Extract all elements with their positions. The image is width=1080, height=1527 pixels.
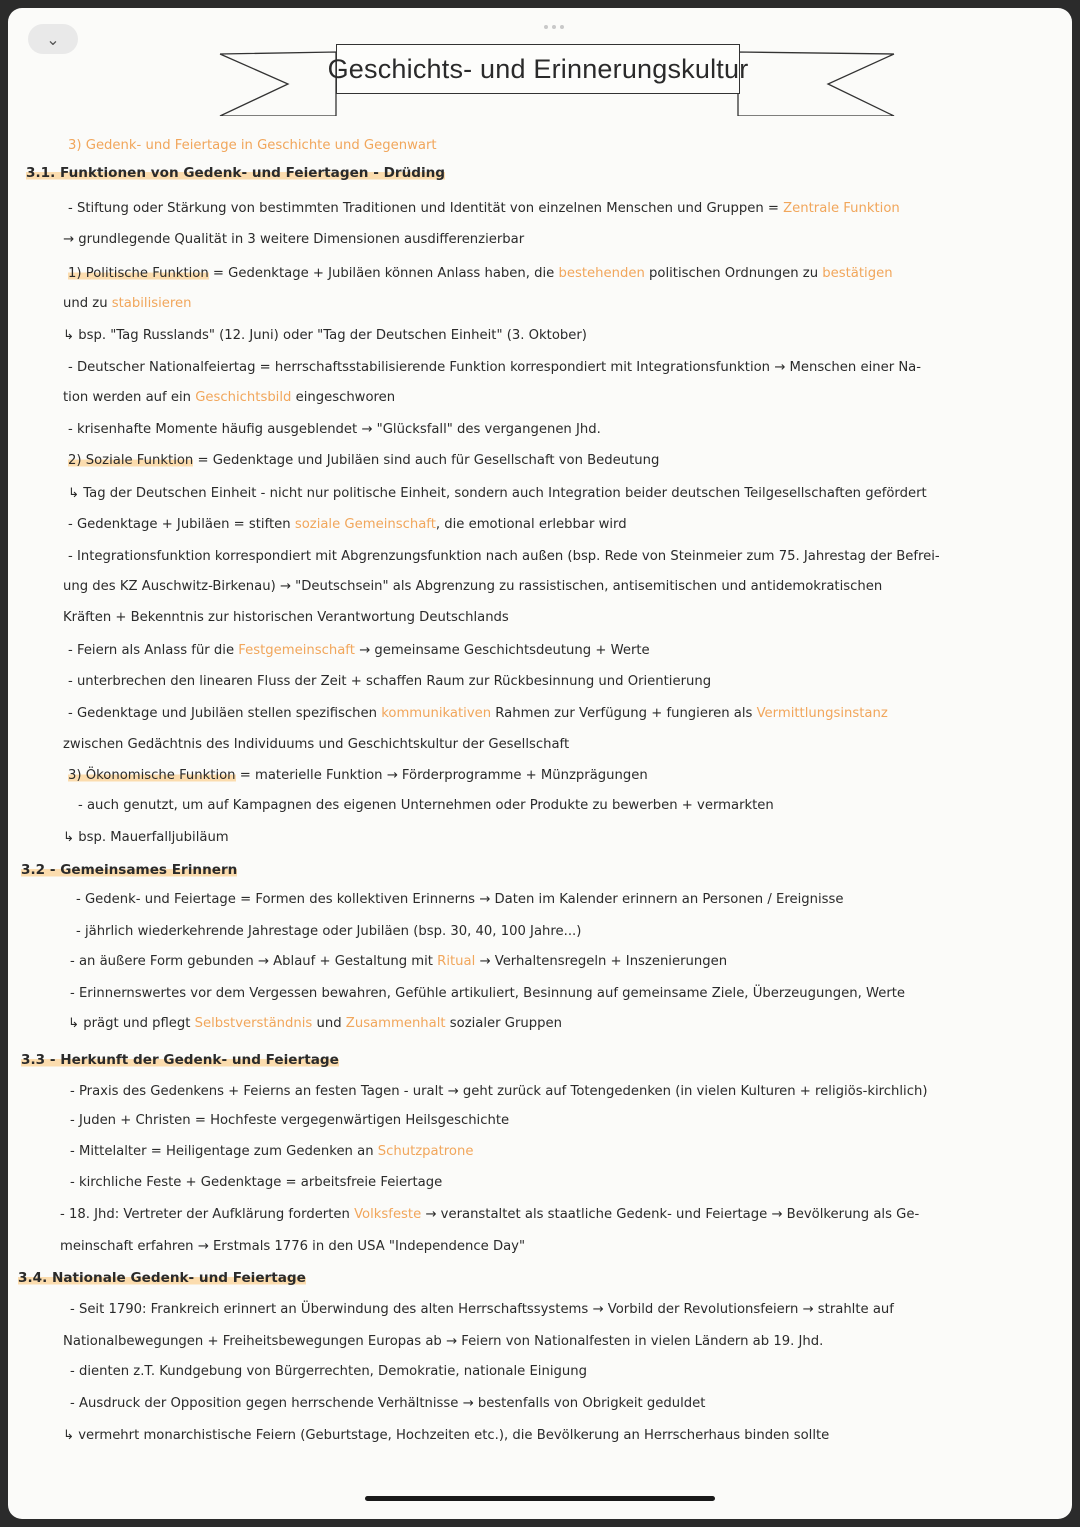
- text-span: - Juden + Christen = Hochfeste vergegenwärtigen Heilsgeschichte: [70, 1113, 510, 1128]
- text-span: - Praxis des Gedenkens + Feierns an festen Tagen - uralt → geht zurück auf Totengedenken (in vielen Kulturen + religiös-kirchlich): [70, 1084, 928, 1099]
- text-line: [63, 1426, 829, 1446]
- marker-highlight: 2) Soziale Funktion: [68, 453, 194, 468]
- text-span: , die emotional erlebbar wird: [435, 517, 627, 532]
- text-line: [63, 388, 395, 408]
- text-span: → Verhaltensregeln + Inszenierungen: [475, 954, 728, 969]
- text-span: und: [312, 1016, 346, 1031]
- text-line: [70, 1142, 473, 1162]
- text-line: [68, 264, 893, 284]
- keyword-highlight: Ritual: [437, 954, 476, 969]
- text-span: - Gedenktage + Jubiläen = stiften: [68, 517, 295, 532]
- text-span: - jährlich wiederkehrende Jahrestage oder Jubiläen (bsp. 30, 40, 100 Jahre...): [76, 924, 582, 939]
- text-line: [68, 547, 940, 567]
- text-span: - Erinnernswertes vor dem Vergessen bewahren, Gefühle artikuliert, Besinnung auf gemeinsame Ziele, Überzeugungen, Werte: [70, 986, 906, 1001]
- text-span: - Gedenktage und Jubiläen stellen spezifischen: [68, 706, 382, 721]
- text-line: [68, 1014, 562, 1034]
- keyword-highlight: soziale Gemeinschaft: [294, 517, 436, 532]
- text-span: und zu: [63, 296, 112, 311]
- keyword-highlight: Vermittlungsinstanz: [756, 706, 888, 721]
- text-span: - Seit 1790: Frankreich erinnert an Überwindung des alten Herrschaftssystems → Vorbild der Revolutionsfeiern → strahlte auf: [70, 1302, 894, 1317]
- text-line: [63, 735, 569, 755]
- text-line: [63, 326, 587, 346]
- text-span: - Mittelalter = Heiligentage zum Gedenken an: [70, 1144, 378, 1159]
- text-line: [78, 796, 774, 816]
- text-line: [63, 828, 229, 848]
- text-line: [68, 704, 888, 724]
- text-span: → gemeinsame Geschichtsdeutung + Werte: [354, 643, 650, 658]
- text-line: [63, 608, 509, 628]
- keyword-highlight: Selbstverständnis: [194, 1016, 313, 1031]
- text-span: - an äußere Form gebunden → Ablauf + Gestaltung mit: [70, 954, 438, 969]
- text-span: = Gedenktage + Jubiläen können Anlass haben, die: [208, 266, 559, 281]
- text-line: [70, 1111, 509, 1131]
- text-span: eingeschworen: [291, 390, 396, 405]
- text-line: [76, 922, 581, 942]
- text-span: politischen Ordnungen zu: [644, 266, 823, 281]
- text-span: ↳ prägt und pflegt: [68, 1016, 195, 1031]
- text-span: - Ausdruck der Opposition gegen herrschende Verhältnisse → bestenfalls von Obrigkeit geduldet: [70, 1396, 706, 1411]
- keyword-highlight: Schutzpatrone: [377, 1144, 474, 1159]
- text-span: - unterbrechen den linearen Fluss der Zeit + schaffen Raum zur Rückbesinnung und Orientierung: [68, 674, 712, 689]
- text-span: - Gedenk- und Feiertage = Formen des kollektiven Erinnerns → Daten im Kalender erinnern an Personen / Ereignisse: [76, 892, 844, 907]
- marker-highlight: 3.2 - Gemeinsames Erinnern: [21, 862, 238, 878]
- text-line: [68, 641, 650, 661]
- back-button[interactable]: [28, 24, 78, 54]
- text-span: - dienten z.T. Kundgebung von Bürgerrechten, Demokratie, nationale Einigung: [70, 1364, 587, 1379]
- text-line: [70, 1300, 894, 1320]
- home-indicator[interactable]: [365, 1496, 715, 1501]
- keyword-highlight: Volksfeste: [354, 1207, 422, 1222]
- text-span: Rahmen zur Verfügung + fungieren als: [491, 706, 757, 721]
- text-span: ↳ Tag der Deutschen Einheit - nicht nur politische Einheit, sondern auch Integration beider deutschen Teilgesellschaften gefördert: [68, 486, 927, 501]
- text-line: [68, 358, 921, 378]
- text-span: = materielle Funktion → Förderprogramme + Münzprägungen: [235, 768, 648, 783]
- text-line: [70, 1173, 442, 1193]
- marker-highlight: 3) Ökonomische Funktion: [68, 768, 236, 783]
- text-line: [68, 515, 627, 535]
- text-span: - krisenhafte Momente häufig ausgeblendet → "Glücksfall" des vergangenen Jhd.: [68, 422, 601, 437]
- keyword-highlight: bestätigen: [822, 266, 893, 281]
- text-span: - Integrationsfunktion korrespondiert mit Abgrenzungsfunktion nach außen (bsp. Rede von Steinmeier zum 75. Jahrestag der Befrei-: [68, 549, 940, 564]
- section-heading: [68, 136, 437, 156]
- text-span: - Stiftung oder Stärkung von bestimmten Traditionen und Identität von einzelnen Menschen und Gruppen =: [68, 201, 784, 216]
- text-line: [63, 1332, 823, 1352]
- text-span: = Gedenktage und Jubiläen sind auch für Gesellschaft von Bedeutung: [193, 453, 660, 468]
- subsection-heading: [26, 163, 445, 184]
- text-span: tion werden auf ein: [63, 390, 196, 405]
- text-span: → grundlegende Qualität in 3 weitere Dimensionen ausdifferenzierbar: [63, 232, 525, 247]
- text-span: - 18. Jhd: Vertreter der Aufklärung forderten: [60, 1207, 355, 1222]
- text-line: [60, 1237, 525, 1257]
- subsection-heading: [21, 860, 237, 881]
- chevron-down-icon: ⌄: [46, 29, 60, 49]
- text-line: [63, 577, 882, 597]
- subsection-heading: [18, 1268, 306, 1289]
- page-title: Geschichts- und Erinnerungskultur: [327, 53, 749, 84]
- text-line: [76, 890, 844, 910]
- text-line: [60, 1205, 919, 1225]
- subsection-heading: [21, 1050, 339, 1071]
- note-page: [8, 8, 1072, 1519]
- keyword-highlight: Festgemeinschaft: [238, 643, 355, 658]
- text-line: [70, 952, 727, 972]
- marker-highlight: 3.4. Nationale Gedenk- und Feiertage: [18, 1270, 306, 1286]
- title-box: [327, 44, 749, 94]
- keyword-highlight: 3) Gedenk- und Feiertage in Geschichte und Gegenwart: [68, 138, 437, 153]
- title-banner: [208, 36, 908, 116]
- text-line: [68, 484, 927, 504]
- text-span: - Deutscher Nationalfeiertag = herrschaftsstabilisierende Funktion korrespondiert mit Integrationsfunktion → Menschen einer Na-: [68, 360, 922, 375]
- keyword-highlight: Zentrale Funktion: [783, 201, 900, 216]
- marker-highlight: 1) Politische Funktion: [68, 266, 209, 281]
- text-line: [68, 451, 659, 471]
- keyword-highlight: kommunikativen: [381, 706, 492, 721]
- text-span: ung des KZ Auschwitz-Birkenau) → "Deutschsein" als Abgrenzung zu rassistischen, antisemitischen und antidemokratischen: [63, 579, 883, 594]
- text-span: - auch genutzt, um auf Kampagnen des eigenen Unternehmen oder Produkte zu bewerben + vermarkten: [78, 798, 774, 813]
- marker-highlight: 3.3 - Herkunft der Gedenk- und Feiertage: [21, 1052, 339, 1068]
- text-line: [68, 672, 711, 692]
- text-span: Kräften + Bekenntnis zur historischen Verantwortung Deutschlands: [63, 610, 509, 625]
- text-span: sozialer Gruppen: [445, 1016, 562, 1031]
- text-span: → veranstaltet als staatliche Gedenk- und Feiertage → Bevölkerung als Ge-: [421, 1207, 920, 1222]
- text-line: [70, 984, 905, 1004]
- text-line: [63, 294, 192, 314]
- text-span: ↳ bsp. Mauerfalljubiläum: [63, 830, 229, 845]
- more-dots-icon[interactable]: [539, 25, 569, 31]
- text-line: [68, 420, 601, 440]
- text-span: meinschaft erfahren → Erstmals 1776 in den USA "Independence Day": [60, 1239, 526, 1254]
- text-line: [70, 1362, 587, 1382]
- marker-highlight: 3.1. Funktionen von Gedenk- und Feiertagen - Drüding: [26, 165, 446, 181]
- text-line: [70, 1082, 927, 1102]
- text-span: Nationalbewegungen + Freiheitsbewegungen Europas ab → Feiern von Nationalfesten in vielen Ländern ab 19. Jhd.: [63, 1334, 824, 1349]
- text-span: - kirchliche Feste + Gedenktage = arbeitsfreie Feiertage: [70, 1175, 443, 1190]
- text-line: [70, 1394, 705, 1414]
- text-span: ↳ vermehrt monarchistische Feiern (Geburtstage, Hochzeiten etc.), die Bevölkerung an Herrscherhaus binden sollte: [63, 1428, 830, 1443]
- keyword-highlight: bestehenden: [558, 266, 645, 281]
- keyword-highlight: Zusammenhalt: [345, 1016, 446, 1031]
- text-span: zwischen Gedächtnis des Individuums und Geschichtskultur der Gesellschaft: [63, 737, 570, 752]
- text-span: ↳ bsp. "Tag Russlands" (12. Juni) oder "Tag der Deutschen Einheit" (3. Oktober): [63, 328, 587, 343]
- keyword-highlight: Geschichtsbild: [195, 390, 292, 405]
- text-line: [68, 199, 900, 219]
- text-span: - Feiern als Anlass für die: [68, 643, 239, 658]
- text-line: [68, 766, 648, 786]
- keyword-highlight: stabilisieren: [111, 296, 192, 311]
- text-line: [63, 230, 524, 250]
